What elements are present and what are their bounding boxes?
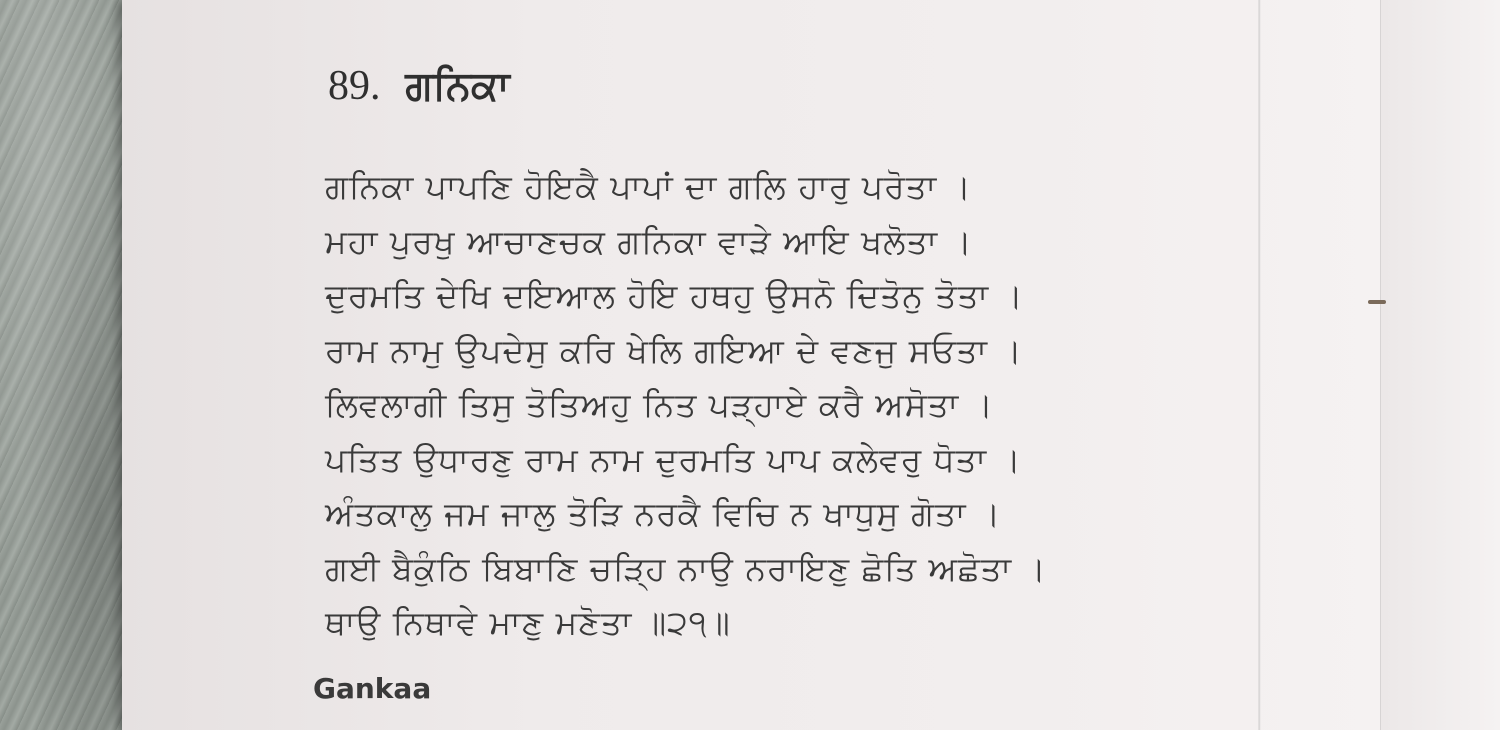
verse-line: ਥਾਉ ਨਿਥਾਵੇ ਮਾਣੁ ਮਣੋਤਾ ॥੨੧॥ <box>325 603 731 642</box>
verse-line: ਪਤਿਤ ਉਧਾਰਣੁ ਰਾਮ ਨਾਮ ਦੁਰਮਤਿ ਪਾਪ ਕਲੇਵਰੁ ਧੋਤਾ । <box>325 439 1022 479</box>
verse-line: ਗਨਿਕਾ ਪਾਪਣਿ ਹੋਇਕੈ ਪਾਪਾਂ ਦਾ ਗਲਿ ਹਾਰੁ ਪਰੋਤਾ । <box>325 167 972 206</box>
verse-line: ਦੁਰਮਤਿ ਦੇਖਿ ਦਇਆਲ ਹੋਇ ਹਥਹੁ ਉਸਨੋ ਦਿਤੋਨੁ ਤੋਤਾ । <box>325 276 1024 315</box>
page-title <box>328 62 510 110</box>
verse-line: ਮਹਾ ਪੁਰਖੁ ਆਚਾਣਚਕ ਗਨਿਕਾ ਵਾੜੇ ਆਇ ਖਲੋਤਾ । <box>325 221 973 261</box>
page-fold <box>1258 0 1261 730</box>
verse-line: ਰਾਮ ਨਾਮੁ ਉਪਦੇਸੁ ਕਰਿ ਖੇਲਿ ਗਇਆ ਦੇ ਵਣਜੁ ਸਓਤਾ । <box>325 330 1023 370</box>
page-edge-mark <box>1368 300 1386 304</box>
verse-line: ਲਿਵਲਾਗੀ ਤਿਸੁ ਤੋਤਿਅਹੁ ਨਿਤ ਪੜ੍ਹਾਏ ਕਰੈ ਅਸੋਤਾ । <box>325 385 994 424</box>
next-page-edge <box>1380 0 1500 730</box>
verse-line: ਗਈ ਬੈਕੁੰਠਿ ਬਿਬਾਣਿ ਚੜ੍ਹਿ ਨਾਉ ਨਰਾਇਣੁ ਛੋਤਿ ਅਛੋਤਾ । <box>325 548 1047 588</box>
verse-line: ਅੰਤਕਾਲੁ ਜਮ ਜਾਲੁ ਤੋੜਿ ਨਰਕੈ ਵਿਚਿ ਨ ਖਾਧੁਸੁ ਗੋਤਾ । <box>325 494 1002 533</box>
background-fabric <box>0 0 140 730</box>
verse-block <box>325 160 1125 651</box>
transliteration-caption: Gankaa <box>313 672 432 705</box>
section-title: ਗਨਿਕਾ <box>405 62 510 109</box>
section-number: 89. <box>328 63 381 109</box>
